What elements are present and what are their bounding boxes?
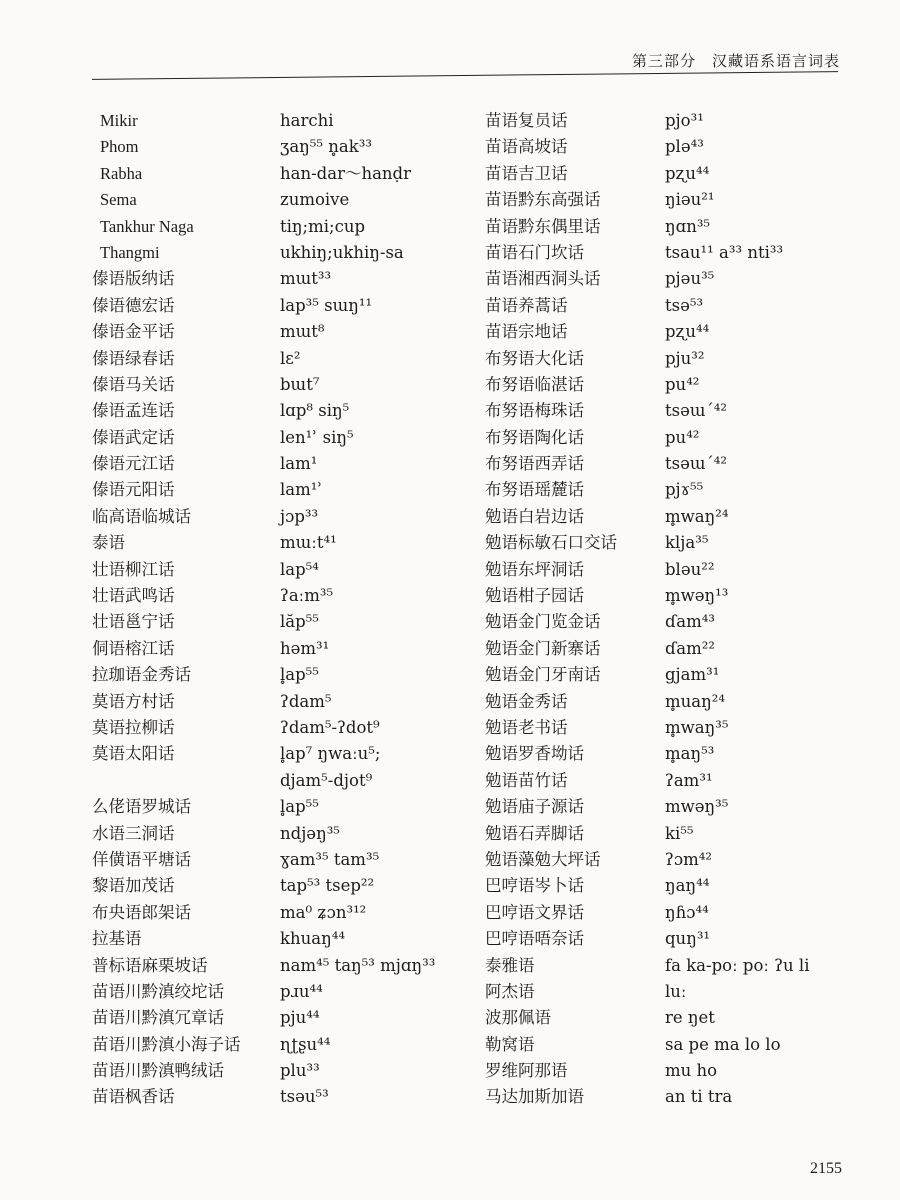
language-name: 拉珈语金秀话 (92, 665, 191, 685)
language-name: 苗语枫香话 (92, 1087, 175, 1107)
list-item (92, 451, 452, 477)
list-item (92, 741, 452, 767)
word-form: m̥aŋ⁵³ (665, 744, 715, 764)
word-form: ŋɦɔ⁴⁴ (665, 902, 709, 922)
list-item (485, 900, 845, 926)
word-form: lɛ² (280, 348, 301, 368)
word-form: tsə⁵³ (665, 295, 704, 315)
list-item (92, 504, 452, 530)
word-form: pju³² (665, 348, 705, 368)
word-form: tsəɯ´⁴² (665, 401, 727, 421)
list-item (485, 821, 845, 847)
language-name: 莫语方村话 (92, 691, 175, 711)
list-item (485, 346, 845, 372)
word-form: re ŋet (665, 1008, 715, 1028)
language-name: 勉语石弄脚话 (485, 823, 584, 843)
language-name: 苗语黔东偶里话 (485, 216, 601, 236)
word-form: m̥wəŋ¹³ (665, 586, 729, 606)
language-name: 勉语柑子园话 (485, 586, 584, 606)
list-item (92, 636, 452, 662)
language-name: 苗语石门坎话 (485, 242, 584, 262)
word-form: an ti tra (665, 1087, 733, 1107)
list-item (485, 979, 845, 1005)
word-form: djam⁵-djot⁹ (280, 770, 373, 790)
word-form: pu⁴² (665, 374, 700, 394)
list-item (92, 609, 452, 635)
word-form: lap⁵⁴ (280, 559, 319, 579)
language-name: 巴哼语岑卜话 (485, 876, 584, 896)
word-form: mɯt³³ (280, 269, 332, 289)
language-name: 莫语拉柳话 (92, 717, 175, 737)
list-item (92, 293, 452, 319)
language-name: 阿杰语 (485, 981, 535, 1001)
language-name: 傣语孟连话 (92, 401, 175, 421)
list-item (485, 108, 845, 134)
list-item (92, 266, 452, 292)
word-form: pju⁴⁴ (280, 1008, 320, 1028)
language-name: 勉语金门新寨话 (485, 638, 601, 658)
language-name: 傣语德宏话 (92, 295, 175, 315)
running-head: 第三部分 汉藏语系语言词表 (631, 54, 840, 70)
language-name: Tankhur Naga (100, 216, 194, 236)
language-name: 勉语苗竹话 (485, 770, 568, 790)
language-name: 傣语金平话 (92, 322, 175, 342)
word-form: pʐu⁴⁴ (665, 322, 710, 342)
language-name: 黎语加茂话 (92, 876, 175, 896)
word-form: l̥ap⁵⁵ (280, 665, 319, 685)
word-form: ʔaːm³⁵ (280, 586, 334, 606)
list-item (92, 557, 452, 583)
language-name: Thangmi (100, 242, 160, 262)
word-form: m̥waŋ²⁴ (665, 506, 729, 526)
list-item (485, 768, 845, 794)
language-name: 布努语西弄话 (485, 454, 584, 474)
word-form: lăp⁵⁵ (280, 612, 319, 632)
word-form: mɯːt⁴¹ (280, 533, 337, 553)
list-item (485, 504, 845, 530)
word-form: həm³¹ (280, 638, 330, 658)
language-name: 马达加斯加语 (485, 1087, 584, 1107)
language-name: 勉语庙子源话 (485, 797, 584, 817)
language-name: 苗语川黔滇绞坨话 (92, 981, 224, 1001)
list-item (92, 134, 452, 160)
list-item (92, 161, 452, 187)
list-item (92, 187, 452, 213)
list-item (92, 240, 452, 266)
word-form: tsəɯ´⁴² (665, 454, 727, 474)
list-item (92, 1005, 452, 1031)
word-form: ɗam⁴³ (665, 612, 715, 632)
language-name: 苗语复员话 (485, 111, 568, 130)
language-name: 佯僙语平塘话 (92, 849, 191, 869)
word-form: ukhiŋ;ukhiŋ-sa (280, 242, 404, 262)
language-name: 苗语吉卫话 (485, 163, 568, 183)
list-item (92, 425, 452, 451)
word-form: tiŋ;mi;cup (280, 216, 366, 236)
language-name: 勉语标敏石口交话 (485, 533, 617, 553)
word-form: pjɤ⁵⁵ (665, 480, 704, 500)
list-item (92, 398, 452, 424)
list-item (92, 477, 452, 503)
list-item (92, 847, 452, 873)
word-form: fa ka-poː poː ʔu li (665, 955, 810, 975)
list-item (485, 266, 845, 292)
list-item (485, 636, 845, 662)
word-form: mwəŋ³⁵ (665, 797, 729, 817)
language-name: 么佬语罗城话 (92, 797, 191, 817)
word-form: harchi (280, 111, 334, 130)
language-name: 泰雅语 (485, 955, 535, 975)
word-form: ʒaŋ⁵⁵ n̥ak³³ (280, 137, 372, 157)
list-item (485, 530, 845, 556)
word-form: bləu²² (665, 559, 715, 579)
word-form: ʔɔm⁴² (665, 849, 712, 869)
list-item (485, 477, 845, 503)
language-name: 布努语瑶麓话 (485, 480, 584, 500)
word-form: l̥ap⁵⁵ (280, 797, 319, 817)
list-item (92, 214, 452, 240)
language-name: 布央语郎架话 (92, 902, 191, 922)
list-item (92, 530, 452, 556)
word-form: jɔp³³ (280, 506, 319, 526)
language-name: 布努语大化话 (485, 348, 584, 368)
list-item (485, 161, 845, 187)
language-name: 水语三洞话 (92, 823, 175, 843)
list-item (485, 873, 845, 899)
list-item (485, 953, 845, 979)
language-name: 布努语临湛话 (485, 374, 584, 394)
language-name: 苗语养蒿话 (485, 295, 568, 315)
word-form: ɗam²² (665, 638, 715, 658)
list-item (92, 926, 452, 952)
left-column (92, 108, 452, 1111)
list-item (485, 214, 845, 240)
word-form: ɳʈʂu⁴⁴ (280, 1034, 331, 1054)
language-name: 泰语 (92, 533, 125, 553)
language-name: Sema (100, 190, 137, 210)
language-name: 傣语元江话 (92, 454, 175, 474)
list-item (92, 1084, 452, 1110)
language-name: 勒窝语 (485, 1034, 535, 1054)
list-item (485, 187, 845, 213)
list-item (485, 240, 845, 266)
list-item (485, 741, 845, 767)
language-name: Mikir (100, 111, 138, 130)
list-item (92, 346, 452, 372)
language-name: 苗语高坡话 (485, 137, 568, 157)
list-item (92, 821, 452, 847)
language-name: 傣语马关话 (92, 374, 175, 394)
list-item (485, 372, 845, 398)
page-number: 2155 (810, 1160, 842, 1177)
list-item (92, 900, 452, 926)
language-name: 勉语金门览金话 (485, 612, 601, 632)
word-form: ki⁵⁵ (665, 823, 694, 843)
word-form: ndjəŋ³⁵ (280, 823, 340, 843)
language-name: 勉语东坪洞话 (485, 559, 584, 579)
language-name: 苗语湘西洞头话 (485, 269, 601, 289)
word-form: khuaŋ⁴⁴ (280, 929, 345, 949)
language-name: 壮语邕宁话 (92, 612, 175, 632)
list-item (92, 1058, 452, 1084)
list-item (485, 1058, 845, 1084)
list-item (92, 108, 452, 134)
list-item (485, 293, 845, 319)
word-form: lam¹ʾ (280, 480, 323, 500)
language-name: 勉语金门牙南话 (485, 665, 601, 685)
language-name: 壮语柳江话 (92, 559, 175, 579)
word-form: pʐu⁴⁴ (665, 163, 710, 183)
language-name: 侗语榕江话 (92, 638, 175, 658)
word-form: mɯt⁸ (280, 322, 325, 342)
word-form: ŋiəu²¹ (665, 190, 715, 210)
list-item (92, 873, 452, 899)
list-item (485, 557, 845, 583)
language-name: 苗语川黔滇小海子话 (92, 1034, 241, 1054)
list-item (92, 953, 452, 979)
word-form: lap³⁵ sɯŋ¹¹ (280, 295, 373, 315)
language-name: 拉基语 (92, 929, 142, 949)
list-item (92, 794, 452, 820)
list-item (485, 134, 845, 160)
list-item (485, 926, 845, 952)
list-item (92, 715, 452, 741)
header-rule (92, 71, 838, 80)
word-form: len¹ʾ siŋ⁵ (280, 427, 354, 447)
list-item (485, 398, 845, 424)
language-name: 莫语太阳话 (92, 744, 175, 764)
language-name: 波那佩语 (485, 1008, 551, 1028)
word-form: klja³⁵ (665, 533, 709, 553)
list-item (485, 1084, 845, 1110)
list-item (485, 689, 845, 715)
list-item (485, 715, 845, 741)
word-form: mu ho (665, 1061, 718, 1081)
word-form: m̥waŋ³⁵ (665, 717, 729, 737)
word-form: gjam³¹ (665, 665, 720, 685)
language-name: 傣语绿春话 (92, 348, 175, 368)
word-form: l̥ap⁷ ŋwaːu⁵; (280, 744, 381, 764)
language-name: 巴哼语唔奈话 (485, 929, 584, 949)
list-item (485, 451, 845, 477)
word-form: pjo³¹ (665, 111, 704, 130)
word-form: ma⁰ ʑɔn³¹² (280, 902, 367, 922)
language-name: 罗维阿那语 (485, 1061, 568, 1081)
word-form: lam¹ (280, 454, 318, 474)
language-name: 普标语麻栗坡话 (92, 955, 208, 975)
list-item (485, 847, 845, 873)
language-name: 苗语川黔滇冗章话 (92, 1008, 224, 1028)
list-item (92, 768, 452, 794)
word-form: tap⁵³ tsep²² (280, 876, 375, 896)
word-form: ɣam³⁵ tam³⁵ (280, 849, 380, 869)
word-form: ʔdam⁵-ʔdot⁹ (280, 717, 380, 737)
word-form: ʔam³¹ (665, 770, 713, 790)
language-name: 傣语武定话 (92, 427, 175, 447)
list-item (92, 979, 452, 1005)
list-item (92, 372, 452, 398)
language-name: 勉语金秀话 (485, 691, 568, 711)
word-form: plu³³ (280, 1061, 320, 1081)
language-name: 巴哼语文界话 (485, 902, 584, 922)
language-name: 勉语罗香坳话 (485, 744, 584, 764)
language-name: 勉语老书话 (485, 717, 568, 737)
word-form: ŋaŋ⁴⁴ (665, 876, 710, 896)
language-name: 苗语黔东高强话 (485, 190, 601, 210)
language-name: Rabha (100, 163, 143, 183)
list-item (485, 662, 845, 688)
word-form: bɯt⁷ (280, 374, 320, 394)
word-form: plə⁴³ (665, 137, 704, 157)
list-item (485, 425, 845, 451)
language-name: 苗语川黔滇鸭绒话 (92, 1061, 224, 1081)
language-name: 临高语临城话 (92, 506, 191, 526)
language-name: 勉语白岩边话 (485, 506, 584, 526)
language-name: 壮语武鸣话 (92, 586, 175, 606)
language-name: 傣语版纳话 (92, 269, 175, 289)
word-form: tsau¹¹ a³³ nti³³ (665, 242, 784, 262)
word-form: lɑp⁸ siŋ⁵ (280, 401, 350, 421)
language-name: 勉语藻勉大坪话 (485, 849, 601, 869)
list-item (485, 1005, 845, 1031)
list-item (485, 583, 845, 609)
word-form: sa pe ma lo lo (665, 1034, 781, 1054)
word-form: pɹu⁴⁴ (280, 981, 323, 1001)
language-name: 布努语陶化话 (485, 427, 584, 447)
language-name: 布努语梅珠话 (485, 401, 584, 421)
language-name: Phom (100, 137, 139, 157)
word-form: han-dar～hanḍr (280, 163, 411, 183)
list-item (485, 609, 845, 635)
language-name (92, 768, 280, 794)
list-item (92, 689, 452, 715)
list-item (92, 662, 452, 688)
word-form: tsəu⁵³ (280, 1087, 329, 1107)
list-item (485, 319, 845, 345)
list-item (92, 319, 452, 345)
list-item (485, 794, 845, 820)
word-form: ʔdam⁵ (280, 691, 332, 711)
word-form: pjəu³⁵ (665, 269, 715, 289)
list-item (92, 1032, 452, 1058)
word-form: pu⁴² (665, 427, 700, 447)
language-name: 傣语元阳话 (92, 480, 175, 500)
word-form: m̥uaŋ²⁴ (665, 691, 725, 711)
word-form: luː (665, 981, 687, 1001)
language-name: 苗语宗地话 (485, 322, 568, 342)
word-form: nam⁴⁵ taŋ⁵³ mjɑŋ³³ (280, 955, 436, 975)
list-item (485, 1032, 845, 1058)
word-form: ŋɑn³⁵ (665, 216, 711, 236)
right-column (485, 108, 845, 1111)
word-form: quŋ³¹ (665, 929, 711, 949)
word-form: zumoive (280, 190, 350, 210)
list-item (92, 583, 452, 609)
